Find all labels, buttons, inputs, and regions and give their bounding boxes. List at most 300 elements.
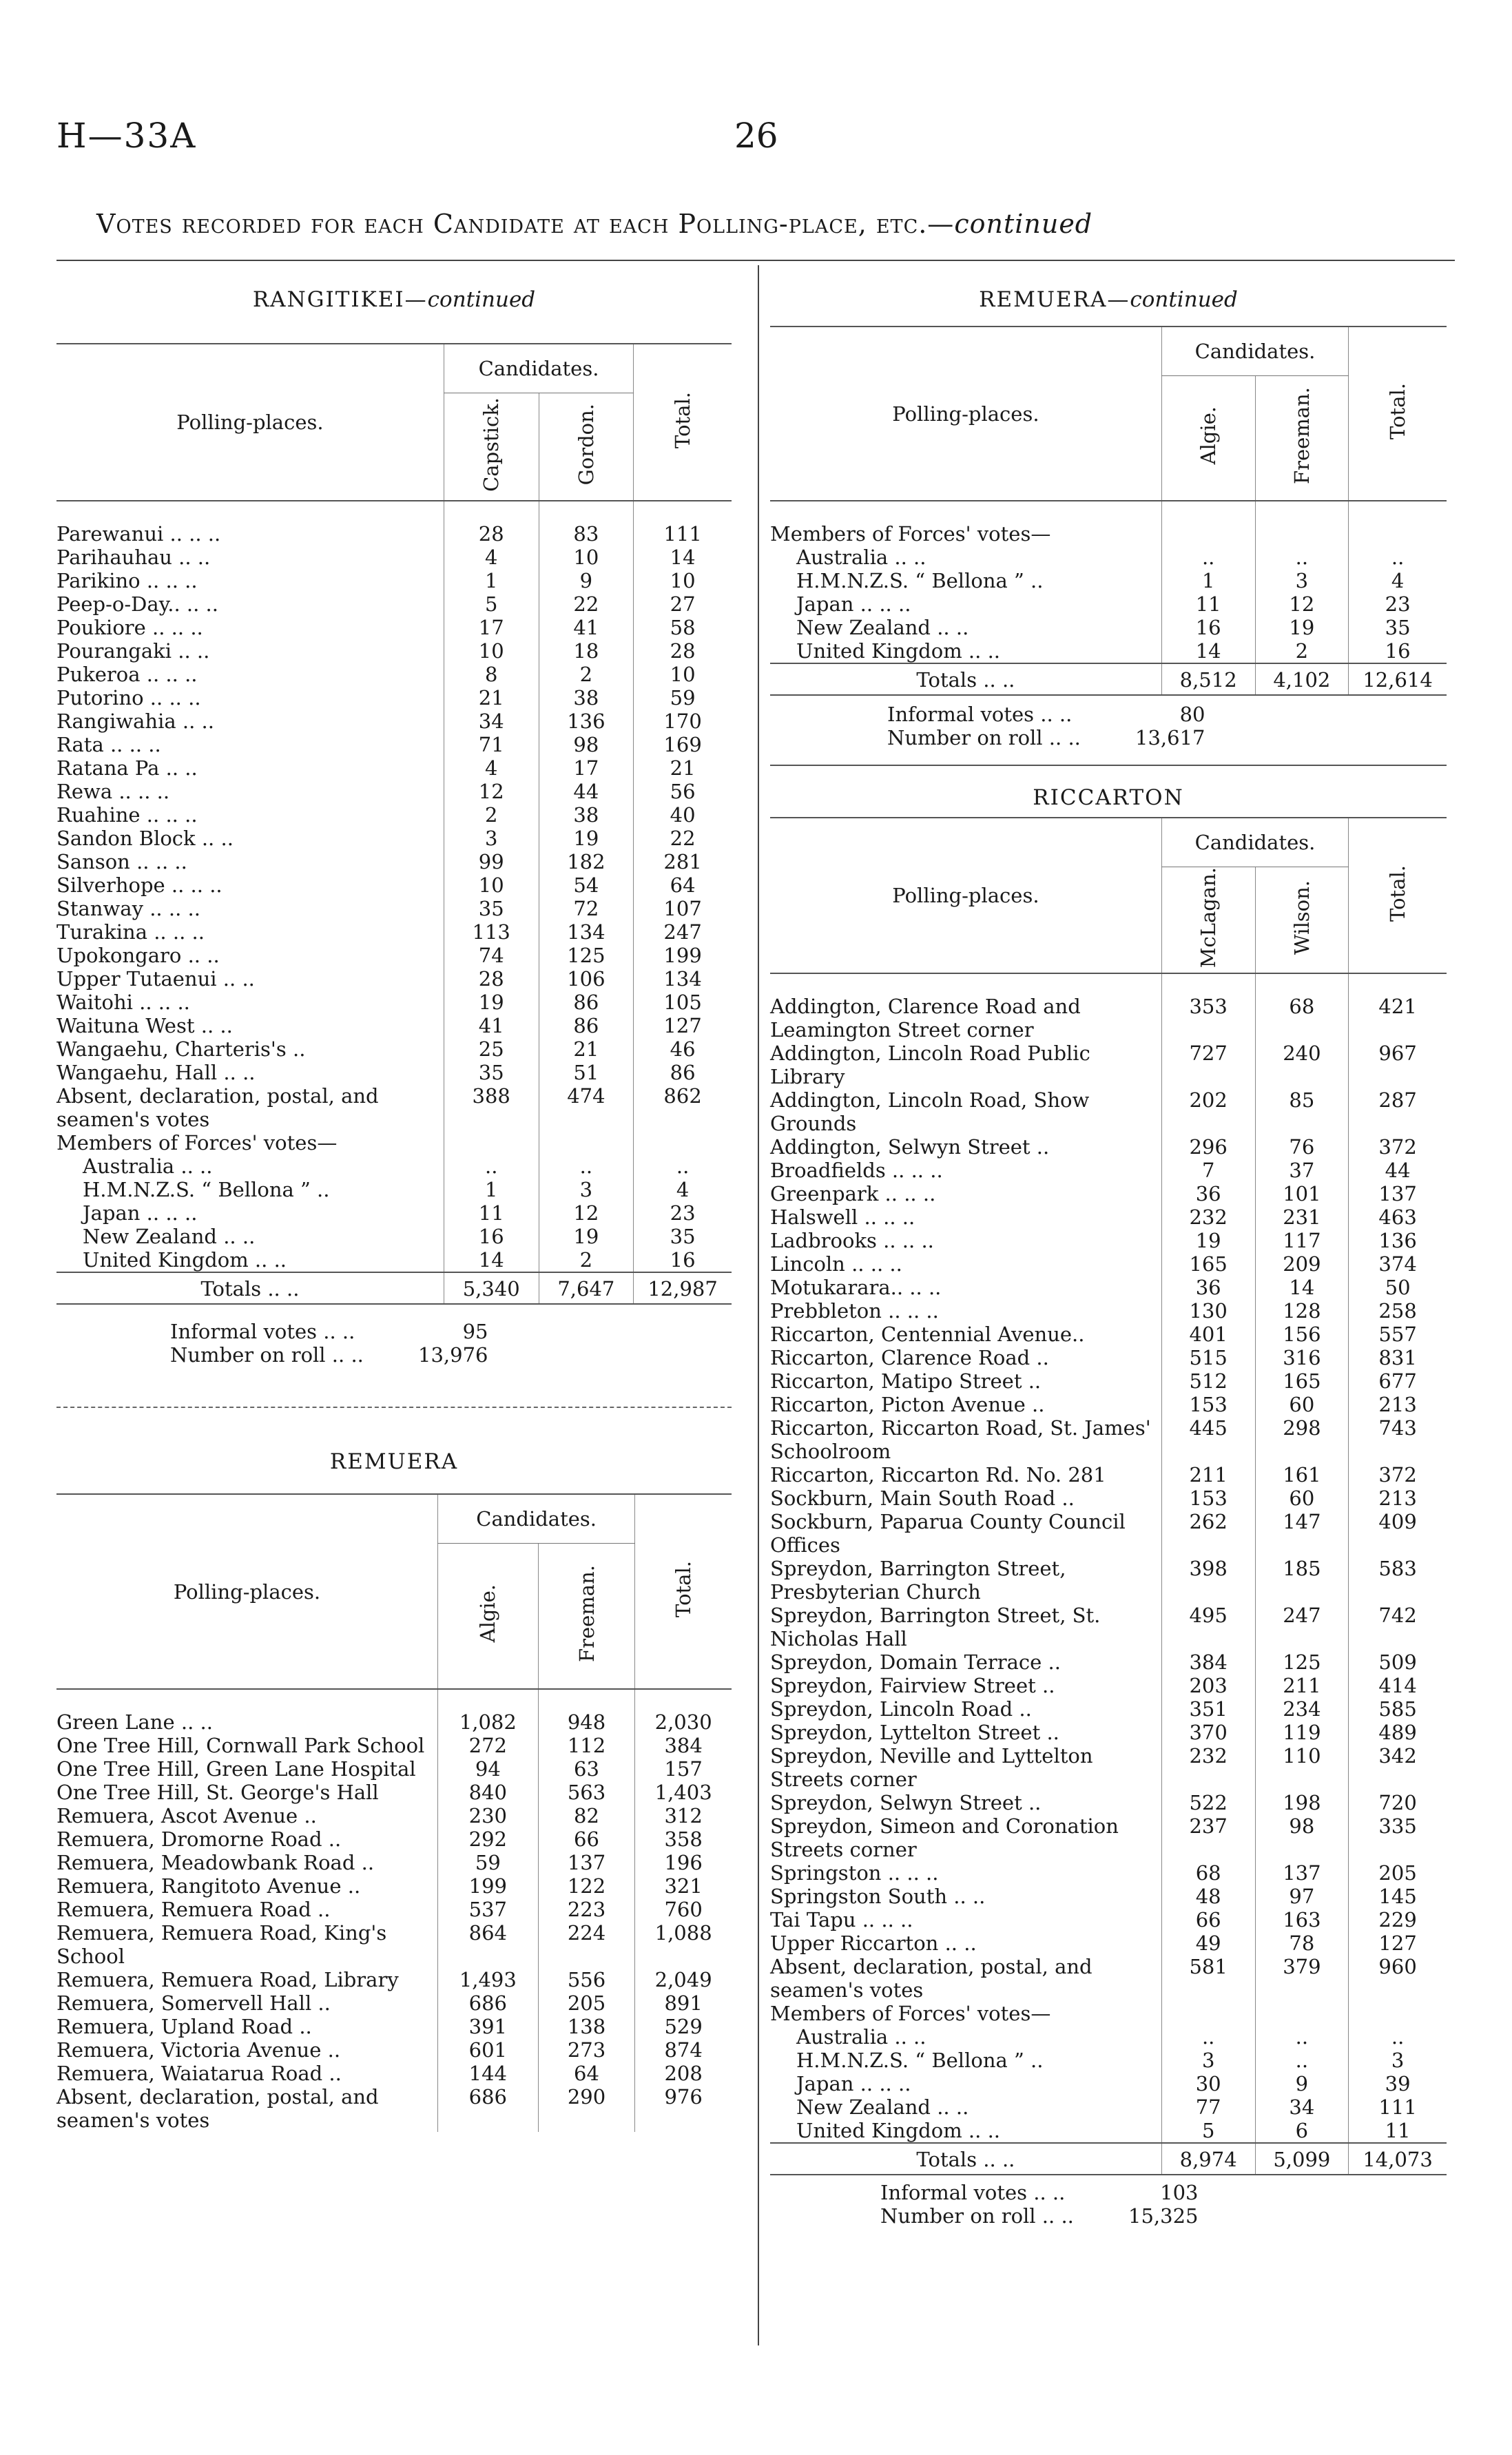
vote-count: 122	[538, 1874, 635, 1898]
vote-count: 14	[1161, 639, 1255, 663]
table-row	[56, 1827, 732, 1851]
vote-count: 48	[1161, 1885, 1255, 1908]
vote-count: 74	[444, 944, 539, 967]
polling-place: Rewa .. .. ..	[56, 780, 170, 803]
table-row	[56, 1131, 732, 1154]
vote-count: 7	[1161, 1159, 1255, 1182]
vote-count: 37	[1255, 1159, 1349, 1182]
vote-count: 351	[1161, 1697, 1255, 1721]
vote-count: 41	[444, 1014, 539, 1037]
candidate-name: Freeman.	[1290, 387, 1314, 484]
vote-count: 384	[1161, 1650, 1255, 1674]
table-row	[56, 2038, 732, 2062]
vote-count: 17	[539, 756, 634, 780]
vote-count: 211	[1161, 1463, 1255, 1487]
vote-count: 41	[539, 616, 634, 639]
vote-count: 409	[1349, 1510, 1447, 1557]
vote-count: 10	[444, 873, 539, 897]
vote-count: 686	[437, 1991, 538, 2015]
polling-place: Remuera, Dromorne Road ..	[56, 1827, 342, 1851]
polling-place: Remuera, Rangitoto Avenue ..	[56, 1874, 361, 1898]
table-row	[56, 827, 732, 850]
vote-count: 247	[1255, 1604, 1349, 1650]
table-row	[56, 1874, 732, 1898]
vote-count: 205	[538, 1991, 635, 2015]
vote-count: 4	[444, 546, 539, 569]
vote-count: 19	[444, 991, 539, 1014]
vote-count: 27	[634, 592, 732, 616]
vote-count: 35	[634, 1225, 732, 1248]
vote-count: 247	[634, 920, 732, 944]
polling-places-header: Polling-places.	[56, 1495, 437, 1689]
vote-count: 203	[1161, 1674, 1255, 1697]
table-row	[56, 1154, 732, 1178]
vote-count: 529	[635, 2015, 732, 2038]
vote-count: 111	[634, 522, 732, 546]
polling-place: H.M.N.Z.S. “ Bellona ” ..	[796, 2049, 1044, 2073]
vote-count: 10	[634, 569, 732, 592]
vote-count: 46	[634, 1037, 732, 1061]
vote-count: 11	[1349, 2119, 1447, 2143]
vote-count: 287	[1349, 1088, 1447, 1135]
vote-count: 213	[1349, 1393, 1447, 1416]
vote-count: 379	[1255, 1955, 1349, 2002]
total-value: 5,340	[444, 1272, 539, 1304]
table-row	[770, 592, 1447, 616]
section-title-suffix: continued	[427, 287, 536, 312]
table-row	[56, 616, 732, 639]
vote-count: 8	[444, 663, 539, 686]
polling-place: Waituna West .. ..	[56, 1014, 233, 1037]
vote-count: 2	[539, 1248, 634, 1272]
vote-count: 316	[1255, 1346, 1349, 1369]
table-row	[770, 1205, 1447, 1229]
polling-place: Riccarton, Matipo Street ..	[770, 1369, 1042, 1394]
candidate-header-1	[538, 1544, 635, 1690]
vote-count: 335	[1349, 1814, 1447, 1861]
vote-count: 522	[1161, 1791, 1255, 1814]
vote-count: 292	[437, 1827, 538, 1851]
polling-place: Spreydon, Lyttelton Street ..	[770, 1721, 1059, 1745]
polling-place: Absent, declaration, postal, and seamen's votes	[56, 1084, 379, 1131]
vote-count: 170	[634, 709, 732, 733]
polling-place: Ladbrooks .. .. ..	[770, 1229, 934, 1253]
table-row	[770, 1721, 1447, 1744]
vote-count: 22	[539, 592, 634, 616]
vote-count: 743	[1349, 1416, 1447, 1463]
vote-count: 1,403	[635, 1781, 732, 1804]
polling-place: Sanson .. .. ..	[56, 850, 187, 873]
table-row	[770, 1346, 1447, 1369]
vote-count: 1,088	[635, 1921, 732, 1968]
vote-count: 196	[635, 1851, 732, 1874]
right-column	[770, 276, 1447, 2228]
vote-count: 512	[1161, 1369, 1255, 1393]
polling-place: One Tree Hill, Cornwall Park School	[56, 1734, 425, 1757]
vote-count: 353	[1161, 995, 1255, 1042]
table-row	[56, 873, 732, 897]
vote-count: 125	[1255, 1650, 1349, 1674]
vote-count: 601	[437, 2038, 538, 2062]
polling-places-header: Polling-places.	[770, 818, 1161, 973]
vote-count: 864	[437, 1921, 538, 1968]
vote-count: 157	[635, 1757, 732, 1781]
vote-count: 86	[634, 1061, 732, 1084]
vote-count: 948	[538, 1710, 635, 1734]
roll-value: 13,617	[1135, 726, 1205, 749]
vote-count: 16	[634, 1248, 732, 1272]
vote-count: 557	[1349, 1323, 1447, 1346]
table-row	[770, 1182, 1447, 1205]
vote-count: 240	[1255, 1042, 1349, 1088]
vote-count: 272	[437, 1734, 538, 1757]
table-row	[56, 1201, 732, 1225]
vote-count: 137	[538, 1851, 635, 1874]
vote-count: 370	[1161, 1721, 1255, 1744]
vote-count: 14	[444, 1248, 539, 1272]
totals-row	[770, 2143, 1447, 2175]
vote-count: 213	[1349, 1487, 1447, 1510]
vote-count: 30	[1161, 2072, 1255, 2095]
polling-place: Ratana Pa .. ..	[56, 756, 198, 780]
vote-count: 229	[1349, 1908, 1447, 1931]
vote-count: 232	[1161, 1205, 1255, 1229]
table-row	[56, 1084, 732, 1131]
candidates-header: Candidates.	[444, 344, 633, 393]
vote-count: 202	[1161, 1088, 1255, 1135]
vote-count: 16	[1161, 616, 1255, 639]
vote-count: 35	[1349, 616, 1447, 639]
vote-count: 583	[1349, 1557, 1447, 1604]
vote-count: 185	[1255, 1557, 1349, 1604]
polling-place: Riccarton, Riccarton Road, St. James' Schoolroom	[770, 1416, 1151, 1464]
vote-count: 585	[1349, 1697, 1447, 1721]
vote-count: 161	[1255, 1463, 1349, 1487]
polling-place: Remuera, Ascot Avenue ..	[56, 1804, 317, 1827]
table-row	[770, 2095, 1447, 2119]
vote-count: 1	[444, 1178, 539, 1201]
vote-count: 421	[1349, 995, 1447, 1042]
table-row	[770, 1159, 1447, 1182]
informal-label: Informal votes .. ..	[880, 2181, 1066, 2205]
vote-count: 76	[1255, 1135, 1349, 1159]
vote-count: 211	[1255, 1674, 1349, 1697]
table-row	[770, 1861, 1447, 1885]
polling-place: Waitohi .. .. ..	[56, 991, 190, 1014]
polling-place: Absent, declaration, postal, and seamen's votes	[56, 2085, 379, 2132]
vote-count: 290	[538, 2085, 635, 2132]
candidate-name: Gordon.	[574, 403, 598, 486]
vote-count: 198	[1255, 1791, 1349, 1814]
table-row	[56, 1757, 732, 1781]
table-row	[770, 1042, 1447, 1088]
table-row	[56, 663, 732, 686]
vote-count: 372	[1349, 1463, 1447, 1487]
table-row	[770, 2049, 1447, 2072]
vote-count: 78	[1255, 1931, 1349, 1955]
vote-count: 19	[1161, 1229, 1255, 1252]
vote-count: 163	[1255, 1908, 1349, 1931]
polling-place: Parikino .. .. ..	[56, 569, 198, 592]
polling-place: Broadfields .. .. ..	[770, 1159, 943, 1183]
polling-place: Parihauhau .. ..	[56, 546, 211, 569]
table-row	[56, 2062, 732, 2085]
candidate-name: Algie.	[1197, 406, 1221, 465]
polling-place: New Zealand .. ..	[83, 1225, 256, 1248]
candidate-header-0	[1161, 376, 1255, 501]
table-row	[770, 2025, 1447, 2049]
section-title-rangitikei	[56, 287, 732, 312]
vote-count: 49	[1161, 1931, 1255, 1955]
vote-count: 44	[1349, 1159, 1447, 1182]
total-value: 12,987	[634, 1272, 732, 1304]
table-row	[56, 967, 732, 991]
vote-count: 199	[437, 1874, 538, 1898]
polling-place: H.M.N.Z.S. “ Bellona ” ..	[796, 569, 1044, 592]
vote-count: 1,082	[437, 1710, 538, 1734]
roll-label: Number on roll .. ..	[170, 1343, 364, 1367]
polling-place: Stanway .. .. ..	[56, 897, 200, 920]
vote-count: 34	[1255, 2095, 1349, 2119]
candidate-name: McLagan.	[1197, 867, 1221, 968]
vote-count: 36	[1161, 1276, 1255, 1299]
vote-count: 134	[634, 967, 732, 991]
table-row	[56, 686, 732, 709]
vote-count: 136	[1349, 1229, 1447, 1252]
vote-count: 98	[1255, 1814, 1349, 1861]
table-row	[770, 1931, 1447, 1955]
table-row	[770, 546, 1447, 569]
polling-place: United Kingdom .. ..	[796, 639, 1001, 663]
section-title-remuera-continued	[770, 287, 1447, 312]
vote-count: ..	[1255, 2025, 1349, 2049]
informal-value: 80	[1179, 703, 1205, 726]
table-row	[56, 1225, 732, 1248]
vote-count: 463	[1349, 1205, 1447, 1229]
vote-count: 165	[1161, 1252, 1255, 1276]
table-row	[56, 569, 732, 592]
vote-count: 66	[1161, 1908, 1255, 1931]
vote-count: 445	[1161, 1416, 1255, 1463]
vote-count: 581	[1161, 1955, 1255, 2002]
polling-place: Wangaehu, Charteris's ..	[56, 1037, 306, 1061]
vote-count: 34	[444, 709, 539, 733]
vote-count: 2	[539, 663, 634, 686]
report-reference: H—33A	[56, 116, 197, 156]
vote-count: 64	[634, 873, 732, 897]
vote-count: 11	[444, 1201, 539, 1225]
polling-place: Spreydon, Lincoln Road ..	[770, 1697, 1032, 1721]
vote-count: 967	[1349, 1042, 1447, 1088]
table-row	[56, 1061, 732, 1084]
vote-count: 874	[635, 2038, 732, 2062]
vote-count: 12	[444, 780, 539, 803]
table-row	[56, 1037, 732, 1061]
totals-row	[770, 663, 1447, 695]
table-row	[770, 1299, 1447, 1323]
vote-count: 4	[1349, 569, 1447, 592]
polling-place: Upokongaro .. ..	[56, 944, 220, 967]
vote-count: 56	[634, 780, 732, 803]
total-header-label: Total.	[671, 391, 695, 448]
vote-count: 134	[539, 920, 634, 944]
vote-count: 17	[444, 616, 539, 639]
riccarton-summary	[770, 2181, 1198, 2228]
roll-value: 15,325	[1128, 2204, 1199, 2228]
totals-label: Totals .. ..	[770, 663, 1161, 695]
vote-count: 563	[538, 1781, 635, 1804]
polling-place: H.M.N.Z.S. “ Bellona ” ..	[83, 1178, 330, 1201]
vote-count: 35	[444, 897, 539, 920]
polling-place: Springston .. .. ..	[770, 1861, 939, 1885]
vote-count: 59	[437, 1851, 538, 1874]
vote-count: 4	[444, 756, 539, 780]
rangitikei-table	[56, 344, 732, 1305]
table-row	[770, 2002, 1447, 2025]
polling-place: Remuera, Waiatarua Road ..	[56, 2062, 342, 2085]
total-value: 14,073	[1349, 2143, 1447, 2175]
roll-value: 13,976	[418, 1343, 488, 1367]
vote-count: ..	[1161, 546, 1255, 569]
candidate-header-1	[1255, 867, 1349, 974]
vote-count: 113	[444, 920, 539, 944]
vote-count: 60	[1255, 1393, 1349, 1416]
polling-place: Prebbleton .. .. ..	[770, 1299, 939, 1323]
polling-place: Tai Tapu .. .. ..	[770, 1908, 913, 1932]
vote-count: 296	[1161, 1135, 1255, 1159]
polling-place: Remuera, Somervell Hall ..	[56, 1991, 331, 2015]
table-row	[770, 1604, 1447, 1650]
table-row	[770, 1393, 1447, 1416]
polling-place: Peep-o-Day.. .. ..	[56, 592, 218, 616]
vote-count: 72	[539, 897, 634, 920]
vote-count: 10	[634, 663, 732, 686]
vote-count: 144	[437, 2062, 538, 2085]
table-row	[770, 1088, 1447, 1135]
vote-count: 224	[538, 1921, 635, 1968]
vote-count: 77	[1161, 2095, 1255, 2119]
table-row	[770, 1908, 1447, 1931]
vote-count: 136	[539, 709, 634, 733]
table-row	[56, 803, 732, 827]
vote-count: 111	[1349, 2095, 1447, 2119]
total-header-label: Total.	[672, 1561, 696, 1617]
forces-label: Members of Forces' votes—	[56, 1131, 338, 1154]
vote-count: 66	[538, 1827, 635, 1851]
table-row	[56, 1781, 732, 1804]
polling-place: Remuera, Remuera Road, King's School	[56, 1921, 387, 1968]
remuera-table	[56, 1495, 732, 2132]
roll-label: Number on roll .. ..	[880, 2204, 1074, 2228]
table-row	[770, 1252, 1447, 1276]
table-row	[56, 522, 732, 546]
table-row	[770, 1955, 1447, 2002]
table-row	[56, 2015, 732, 2038]
table-row	[56, 991, 732, 1014]
polling-place: Spreydon, Selwyn Street ..	[770, 1791, 1042, 1815]
polling-places-header: Polling-places.	[770, 327, 1161, 501]
page-title-suffix: continued	[954, 209, 1093, 239]
vote-count: 388	[444, 1084, 539, 1131]
polling-place: One Tree Hill, Green Lane Hospital	[56, 1757, 416, 1781]
table-row	[770, 1510, 1447, 1557]
vote-count: 298	[1255, 1416, 1349, 1463]
table-row	[770, 1369, 1447, 1393]
vote-count: 137	[1349, 1182, 1447, 1205]
polling-place: New Zealand .. ..	[796, 2095, 969, 2120]
table-row	[770, 1650, 1447, 1674]
table-row	[56, 709, 732, 733]
total-header-label: Total.	[1386, 864, 1410, 922]
section-title-remuera: REMUERA	[329, 1449, 459, 1474]
polling-place: Lincoln .. .. ..	[770, 1252, 902, 1276]
table-row	[770, 1791, 1447, 1814]
table-row	[56, 920, 732, 944]
polling-place: Greenpark .. .. ..	[770, 1182, 936, 1206]
candidate-header-1	[1255, 376, 1349, 501]
polling-place: Remuera, Remuera Road ..	[56, 1898, 331, 1921]
vote-count: 209	[1255, 1252, 1349, 1276]
candidates-header: Candidates.	[1161, 818, 1348, 867]
vote-count: 64	[538, 2062, 635, 2085]
polling-place: Motukarara.. .. ..	[770, 1276, 942, 1300]
candidates-header: Candidates.	[437, 1495, 634, 1544]
vote-count: 94	[437, 1757, 538, 1781]
vote-count: 686	[437, 2085, 538, 2132]
polling-place: Addington, Lincoln Road Public Library	[770, 1042, 1090, 1089]
total-value: 7,647	[539, 1272, 634, 1304]
vote-count: 321	[635, 1874, 732, 1898]
vote-count: 4	[634, 1178, 732, 1201]
candidate-name: Wilson.	[1290, 880, 1314, 955]
polling-place: Spreydon, Simeon and Coronation Streets corner	[770, 1814, 1119, 1862]
remuera-summary	[770, 703, 1205, 749]
table-row	[56, 733, 732, 756]
vote-count: 358	[635, 1827, 732, 1851]
vote-count: ..	[1349, 546, 1447, 569]
table-row	[770, 1885, 1447, 1908]
table-row	[56, 1734, 732, 1757]
vote-count: 14	[1255, 1276, 1349, 1299]
table-row	[770, 1557, 1447, 1604]
polling-place: Spreydon, Domain Terrace ..	[770, 1650, 1061, 1675]
polling-place: Poukiore .. .. ..	[56, 616, 203, 639]
polling-place: Remuera, Meadowbank Road ..	[56, 1851, 375, 1874]
vote-count: 119	[1255, 1721, 1349, 1744]
column-divider	[758, 265, 759, 2345]
vote-count: 38	[539, 686, 634, 709]
table-row	[56, 944, 732, 967]
total-header	[634, 344, 732, 501]
vote-count: 840	[437, 1781, 538, 1804]
vote-count: 58	[634, 616, 732, 639]
vote-count: 147	[1255, 1510, 1349, 1557]
vote-count: 23	[634, 1201, 732, 1225]
section-title-riccarton: RICCARTON	[1033, 785, 1184, 810]
table-row	[770, 1135, 1447, 1159]
vote-count: 231	[1255, 1205, 1349, 1229]
polling-place: Rangiwahia .. ..	[56, 709, 214, 733]
polling-place: Addington, Lincoln Road, Show Grounds	[770, 1088, 1090, 1136]
table-row	[56, 1898, 732, 1921]
vote-count: 281	[634, 850, 732, 873]
vote-count: 60	[1255, 1487, 1349, 1510]
vote-count: 38	[539, 803, 634, 827]
table-row	[770, 1276, 1447, 1299]
vote-count: 489	[1349, 1721, 1447, 1744]
vote-count: 5	[1161, 2119, 1255, 2143]
polling-place: Sandon Block .. ..	[56, 827, 234, 850]
